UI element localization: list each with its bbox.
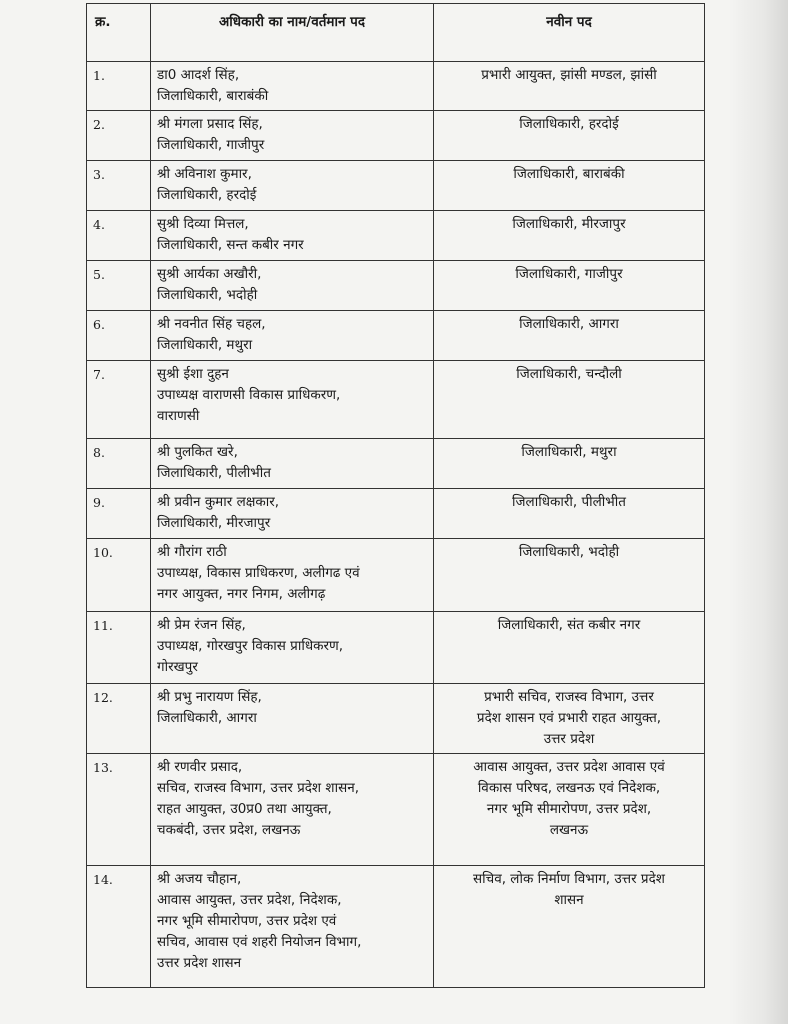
new-post-line: नगर भूमि सीमारोपण, उत्तर प्रदेश, xyxy=(486,801,652,817)
new-post-line: जिलाधिकारी, संत कबीर नगर xyxy=(497,617,641,633)
table-row xyxy=(87,211,705,261)
new-post-line: जिलाधिकारी, बाराबंकी xyxy=(513,166,625,182)
new-post-cell xyxy=(434,261,705,311)
current-post-line: श्री अविनाश कुमार, xyxy=(157,166,252,182)
current-post-line: सुश्री दिव्या मित्तल, xyxy=(157,216,249,232)
new-post-line: जिलाधिकारी, हरदोई xyxy=(519,116,619,132)
current-post-line: जिलाधिकारी, मथुरा xyxy=(157,337,253,353)
current-post-cell xyxy=(151,311,434,361)
serial-number: 7. xyxy=(87,361,151,439)
current-post-line: श्री अजय चौहान, xyxy=(157,871,242,887)
table-row xyxy=(87,439,705,489)
new-post-cell xyxy=(434,612,705,684)
current-post-line: श्री नवनीत सिंह चहल, xyxy=(157,316,266,332)
current-post-cell xyxy=(151,684,434,754)
new-post-line: जिलाधिकारी, गाजीपुर xyxy=(515,266,623,282)
current-post-line: चकबंदी, उत्तर प्रदेश, लखनऊ xyxy=(157,822,301,838)
current-post-line: डा0 आदर्श सिंह, xyxy=(157,67,240,83)
current-post-cell xyxy=(151,539,434,612)
new-post-line: शासन xyxy=(554,892,584,908)
table-row xyxy=(87,111,705,161)
current-post-line: सचिव, राजस्व विभाग, उत्तर प्रदेश शासन, xyxy=(157,780,359,796)
current-post-line: जिलाधिकारी, मीरजापुर xyxy=(157,515,271,531)
serial-number: 3. xyxy=(87,161,151,211)
current-post-column-header: अधिकारी का नाम/वर्तमान पद xyxy=(151,4,434,62)
new-post-line: जिलाधिकारी, आगरा xyxy=(519,316,619,332)
new-post-cell xyxy=(434,161,705,211)
new-post-line: जिलाधिकारी, चन्दौली xyxy=(516,366,622,382)
serial-number: 2. xyxy=(87,111,151,161)
new-post-line: लखनऊ xyxy=(549,822,589,838)
current-post-line: जिलाधिकारी, गाजीपुर xyxy=(157,137,265,153)
new-post-cell xyxy=(434,539,705,612)
table-row xyxy=(87,62,705,111)
table-row xyxy=(87,754,705,866)
new-post-cell xyxy=(434,311,705,361)
new-post-line: जिलाधिकारी, मीरजापुर xyxy=(512,216,626,232)
table-row xyxy=(87,612,705,684)
current-post-line: श्री रणवीर प्रसाद, xyxy=(157,759,243,775)
current-post-line: श्री गौरांग राठी xyxy=(157,544,227,560)
table-row xyxy=(87,539,705,612)
new-post-line: प्रभारी आयुक्त, झांसी मण्डल, झांसी xyxy=(481,67,657,83)
new-post-cell xyxy=(434,489,705,539)
current-post-cell xyxy=(151,612,434,684)
current-post-cell xyxy=(151,111,434,161)
current-post-line: जिलाधिकारी, बाराबंकी xyxy=(157,88,269,104)
table-header-row xyxy=(87,4,705,62)
current-post-line: उत्तर प्रदेश शासन xyxy=(157,955,242,971)
new-post-line: आवास आयुक्त, उत्तर प्रदेश आवास एवं xyxy=(473,759,665,775)
new-post-line: जिलाधिकारी, पीलीभीत xyxy=(512,494,626,510)
current-post-line: नगर आयुक्त, नगर निगम, अलीगढ़ xyxy=(157,586,326,602)
current-post-line: उपाध्यक्ष, गोरखपुर विकास प्राधिकरण, xyxy=(157,638,344,654)
table-row xyxy=(87,261,705,311)
current-post-line: गोरखपुर xyxy=(157,659,198,675)
current-post-line: श्री प्रवीन कुमार लक्षकार, xyxy=(157,494,280,510)
current-post-cell xyxy=(151,261,434,311)
serial-number: 6. xyxy=(87,311,151,361)
new-post-column-header: नवीन पद xyxy=(434,4,705,62)
new-post-line: जिलाधिकारी, मथुरा xyxy=(521,444,617,460)
transfer-orders-table xyxy=(86,3,705,988)
new-post-line: विकास परिषद, लखनऊ एवं निदेशक, xyxy=(477,780,661,796)
current-post-line: राहत आयुक्त, उ0प्र0 तथा आयुक्त, xyxy=(157,801,332,817)
current-post-line: जिलाधिकारी, सन्त कबीर नगर xyxy=(157,237,304,253)
new-post-line: प्रभारी सचिव, राजस्व विभाग, उत्तर xyxy=(484,689,654,705)
serial-number: 9. xyxy=(87,489,151,539)
current-post-line: जिलाधिकारी, पीलीभीत xyxy=(157,465,271,481)
table-row xyxy=(87,311,705,361)
current-post-line: सुश्री ईशा दुहन xyxy=(157,366,229,382)
table-row xyxy=(87,161,705,211)
current-post-cell xyxy=(151,211,434,261)
current-post-cell xyxy=(151,62,434,111)
current-post-line: उपाध्यक्ष वाराणसी विकास प्राधिकरण, xyxy=(157,387,341,403)
serial-number: 11. xyxy=(87,612,151,684)
current-post-line: श्री मंगला प्रसाद सिंह, xyxy=(157,116,263,132)
new-post-cell xyxy=(434,684,705,754)
new-post-cell xyxy=(434,361,705,439)
current-post-cell xyxy=(151,754,434,866)
new-post-cell xyxy=(434,111,705,161)
current-post-line: नगर भूमि सीमारोपण, उत्तर प्रदेश एवं xyxy=(157,913,337,929)
serial-number: 14. xyxy=(87,866,151,988)
page-edge-shadow xyxy=(728,0,788,1024)
table-row xyxy=(87,489,705,539)
current-post-line: श्री प्रभु नारायण सिंह, xyxy=(157,689,262,705)
new-post-line: जिलाधिकारी, भदोही xyxy=(518,544,620,560)
current-post-line: सुश्री आर्यका अखौरी, xyxy=(157,266,262,282)
current-post-line: श्री पुलकित खरे, xyxy=(157,444,238,460)
current-post-cell xyxy=(151,361,434,439)
serial-number: 13. xyxy=(87,754,151,866)
new-post-cell xyxy=(434,211,705,261)
new-post-cell xyxy=(434,439,705,489)
table-row xyxy=(87,361,705,439)
current-post-cell xyxy=(151,866,434,988)
current-post-cell xyxy=(151,161,434,211)
new-post-cell xyxy=(434,62,705,111)
current-post-line: सचिव, आवास एवं शहरी नियोजन विभाग, xyxy=(157,934,362,950)
serial-number: 8. xyxy=(87,439,151,489)
current-post-line: जिलाधिकारी, आगरा xyxy=(157,710,257,726)
serial-number: 4. xyxy=(87,211,151,261)
current-post-line: उपाध्यक्ष, विकास प्राधिकरण, अलीगढ एवं xyxy=(157,565,360,581)
current-post-line: आवास आयुक्त, उत्तर प्रदेश, निदेशक, xyxy=(157,892,342,908)
new-post-line: उत्तर प्रदेश xyxy=(543,731,595,747)
serial-column-header: क्र. xyxy=(87,4,151,62)
serial-number: 12. xyxy=(87,684,151,754)
table-body xyxy=(87,62,705,988)
current-post-cell xyxy=(151,439,434,489)
current-post-line: श्री प्रेम रंजन सिंह, xyxy=(157,617,246,633)
current-post-line: जिलाधिकारी, भदोही xyxy=(157,287,258,303)
current-post-cell xyxy=(151,489,434,539)
new-post-cell xyxy=(434,866,705,988)
serial-number: 10. xyxy=(87,539,151,612)
new-post-line: सचिव, लोक निर्माण विभाग, उत्तर प्रदेश xyxy=(473,871,665,887)
current-post-line: वाराणसी xyxy=(157,408,200,424)
table-row xyxy=(87,866,705,988)
table-row xyxy=(87,684,705,754)
new-post-line: प्रदेश शासन एवं प्रभारी राहत आयुक्त, xyxy=(476,710,662,726)
current-post-line: जिलाधिकारी, हरदोई xyxy=(157,187,257,203)
serial-number: 5. xyxy=(87,261,151,311)
serial-number: 1. xyxy=(87,62,151,111)
new-post-cell xyxy=(434,754,705,866)
